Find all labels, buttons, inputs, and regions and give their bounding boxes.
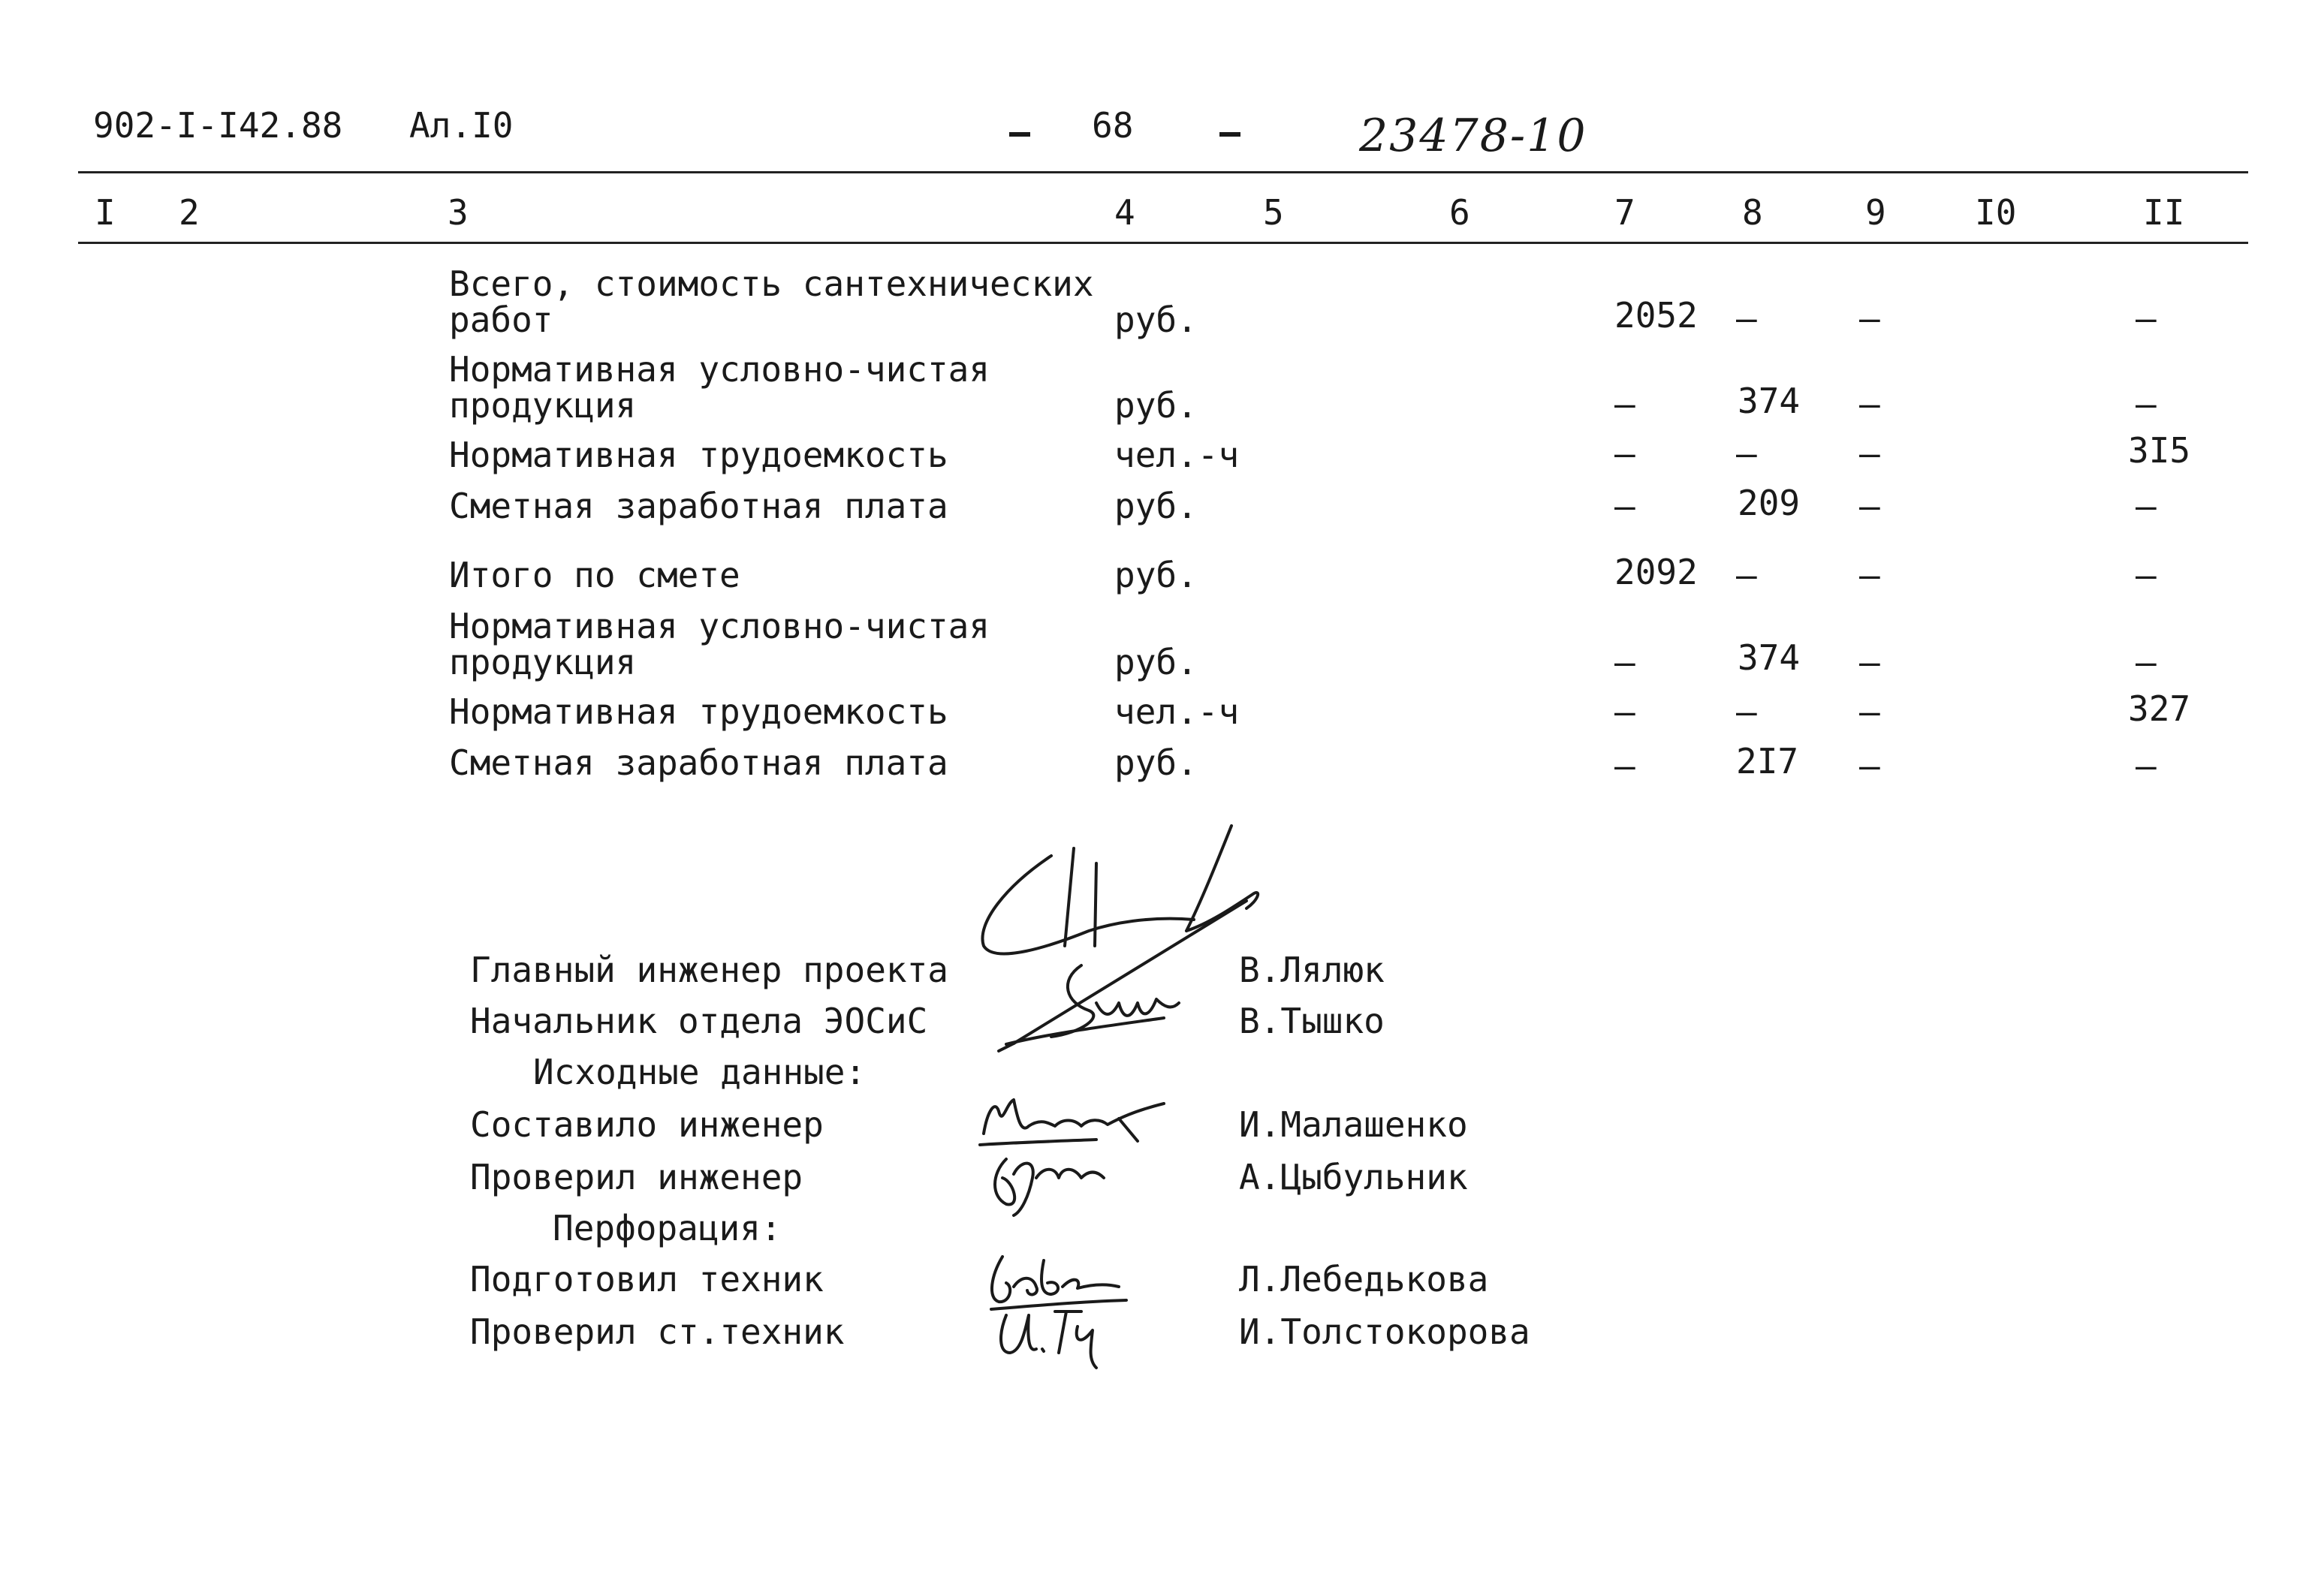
sheet-label: Ал.I0 (409, 105, 514, 146)
row-1-unit: руб. (1114, 300, 1198, 340)
row-3-name: Нормативная трудоемкость (449, 435, 948, 475)
row-2-col7: – (1614, 384, 1635, 424)
row-4-name: Сметная заработная плата (449, 486, 948, 526)
column-number-2: 2 (179, 192, 200, 233)
row-8-col9: – (1859, 745, 1880, 786)
document-code: 902-I-I42.88 (93, 105, 343, 146)
row-5-col11: – (2136, 555, 2157, 595)
row-2-col9: – (1859, 384, 1880, 424)
compiled-by-role: Составило инженер (470, 1104, 824, 1145)
row-2-unit: руб. (1114, 385, 1198, 426)
row-6-col11: – (2136, 642, 2157, 682)
table-top-rule (78, 171, 2248, 173)
row-3-unit: чел.-ч (1114, 435, 1240, 475)
source-data-heading: Исходные данные: (533, 1052, 867, 1092)
row-7-col7: – (1614, 691, 1635, 732)
chief-engineer-role: Главный инженер проекта (470, 950, 948, 990)
perforation-heading: Перфорация: (553, 1208, 782, 1248)
department-head-name: В.Тышко (1239, 1001, 1385, 1041)
row-4-col7: – (1614, 486, 1635, 526)
row-4-col9: – (1859, 486, 1880, 526)
column-number-1: I (95, 192, 116, 233)
row-5-col9: – (1859, 555, 1880, 595)
row-3-col11: 3I5 (2128, 430, 2191, 471)
row-1-col11: – (2136, 298, 2157, 339)
row-3-col9: – (1859, 433, 1880, 474)
checked-by-name: А.Цыбульник (1239, 1157, 1468, 1197)
row-5-col8: – (1736, 555, 1757, 595)
handwritten-registration-number: 23478-10 (1359, 110, 1587, 162)
row-2-col8: 374 (1738, 381, 1801, 421)
senior-technician-role: Проверил ст.техник (470, 1311, 845, 1352)
row-2-col11: – (2136, 384, 2157, 424)
checked-by-signature (969, 1144, 1119, 1219)
column-number-3: 3 (448, 192, 469, 233)
column-number-11: II (2143, 192, 2185, 233)
header-dash-right (1219, 132, 1240, 137)
row-3-col8: – (1736, 433, 1757, 474)
row-7-unit: чел.-ч (1114, 691, 1240, 732)
row-2-name-line1: Нормативная условно-чистая (449, 349, 990, 390)
column-number-8: 8 (1742, 192, 1763, 233)
row-6-col9: – (1859, 642, 1880, 682)
row-6-unit: руб. (1114, 642, 1198, 682)
row-7-col9: – (1859, 691, 1880, 732)
row-4-col8: 209 (1738, 483, 1801, 523)
row-6-name-line2: продукция (449, 642, 637, 682)
page-number: 68 (1092, 105, 1134, 146)
header-dash-left (1009, 132, 1030, 137)
prepared-by-role: Подготовил техник (470, 1259, 824, 1299)
row-1-col8: – (1736, 298, 1757, 339)
row-5-name: Итого по смете (449, 555, 740, 595)
row-6-col7: – (1614, 642, 1635, 682)
senior-technician-name: И.Толстокорова (1239, 1311, 1530, 1352)
row-1-name-line2: работ (449, 300, 553, 340)
row-8-col8: 2I7 (1736, 741, 1799, 781)
column-number-7: 7 (1614, 192, 1635, 233)
row-3-col7: – (1614, 433, 1635, 474)
prepared-by-name: Л.Лебедькова (1239, 1259, 1489, 1299)
row-7-col8: – (1736, 691, 1757, 732)
row-4-col11: – (2136, 486, 2157, 526)
row-2-name-line2: продукция (449, 385, 637, 426)
column-number-10: I0 (1975, 192, 2017, 233)
column-number-4: 4 (1114, 192, 1135, 233)
row-8-col11: – (2136, 745, 2157, 786)
row-7-col11: 327 (2128, 688, 2191, 729)
row-7-name: Нормативная трудоемкость (449, 691, 948, 732)
chief-engineer-name: В.Лялюк (1239, 950, 1385, 990)
row-8-name: Сметная заработная плата (449, 742, 948, 783)
row-1-col9: – (1859, 298, 1880, 339)
row-8-col7: – (1614, 745, 1635, 786)
senior-technician-signature (984, 1293, 1111, 1375)
row-1-name-line1: Всего, стоимость сантехнических (449, 263, 1094, 304)
column-number-5: 5 (1263, 192, 1284, 233)
column-number-9: 9 (1865, 192, 1886, 233)
row-1-col7: 2052 (1614, 295, 1698, 336)
column-number-6: 6 (1449, 192, 1470, 233)
department-head-role: Начальник отдела ЭОСиС (470, 1001, 928, 1041)
row-8-unit: руб. (1114, 742, 1198, 783)
row-5-col7: 2092 (1614, 552, 1698, 592)
checked-by-role: Проверил инженер (470, 1157, 803, 1197)
department-head-signature (991, 958, 1201, 1055)
compiled-by-name: И.Малашенко (1239, 1104, 1468, 1145)
table-header-rule (78, 242, 2248, 244)
row-5-unit: руб. (1114, 555, 1198, 595)
row-4-unit: руб. (1114, 486, 1198, 526)
row-6-col8: 374 (1738, 637, 1801, 678)
row-6-name-line1: Нормативная условно-чистая (449, 606, 990, 646)
